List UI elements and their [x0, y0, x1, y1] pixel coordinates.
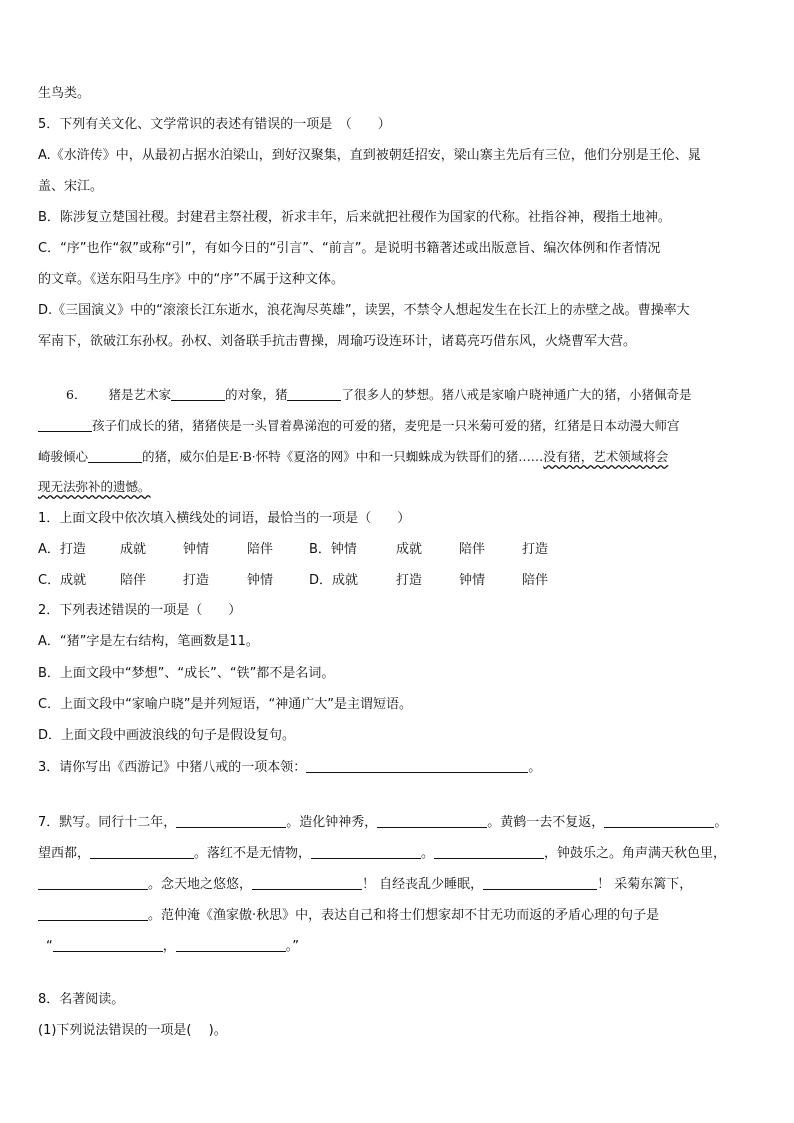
option-word: 陪伴 [120, 573, 147, 588]
q6-passage-line-1: 6． 猪是艺术家 的对象，猪 了很多人的梦想。猪八戒是家喻户晓神通广大的猪，小猪佩奇是 [66, 387, 692, 402]
option-word: 钟情 [247, 573, 274, 588]
q6-sub3: 3．请你写出《西游记》中猪八戒的一项本领： 。 [38, 760, 542, 775]
option-word: C．成就 [38, 573, 87, 588]
q6-sub2-stem: 2．下列表述错误的一项是（ ） [38, 603, 242, 618]
q5-option-c: C．“序”也作“叙”或称“引”，有如今日的“引言”、“前言”。是说明书籍著述或出版意旨、编次体例和作者情况 [38, 241, 661, 256]
wavy-underlined-sentence: 没有猪，艺术领域将会 [543, 449, 669, 464]
q5-option-a-cont: 盖、宋江。 [38, 179, 104, 194]
question-8-title: 8．名著阅读。 [38, 992, 125, 1007]
question-6-number: 6． [66, 387, 87, 402]
q7-line-5: “ ， 。” [46, 939, 300, 954]
fill-blank[interactable] [38, 907, 148, 921]
option-word: D．成就 [309, 573, 359, 588]
q6-sub2-option-a: A．“猪”字是左右结构，笔画数是11。 [38, 634, 259, 649]
q7-line-3: 。念天地之悠悠， ！ 自经丧乱少睡眠， ！ 采菊东篱下， [38, 876, 692, 893]
q6-sub1-options-ab [38, 542, 548, 558]
q6-passage-line-4 [38, 479, 151, 495]
answer-blank[interactable] [306, 759, 528, 773]
q7-line-1: 7．默写。同行十二年， 。造化钟神秀， 。黄鹤一去不复返， 。 [38, 815, 728, 830]
fill-blank[interactable] [38, 418, 92, 432]
fill-blank[interactable] [252, 876, 362, 890]
wavy-underlined-sentence-end: 现无法弥补的遗憾。 [38, 479, 151, 494]
q7-line-4: 。范仲淹《渔家傲·秋思》中，表达自己和将士们想家却不甘无功而返的矛盾心理的句子是 [38, 907, 659, 924]
q5-option-a: A.《水浒传》中，从最初占据水泊梁山，到好汉聚集，直到被朝廷招安，梁山寨主先后有三位，他们分别是王伦、晁 [38, 148, 701, 163]
fill-blank[interactable] [171, 387, 225, 401]
q6-passage-line-3: 崎骏倾心 的猪，威尔伯是E·B·怀特《夏洛的网》中和一只蜘蛛成为铁哥们的猪……没有猪，艺术领域将会 [38, 449, 669, 464]
fill-blank[interactable] [287, 387, 341, 401]
text-line: 生鸟类。 [38, 86, 91, 101]
fill-blank[interactable] [38, 876, 148, 890]
option-word: 打造 [396, 573, 423, 588]
q5-option-d: D.《三国演义》中的“滚滚长江东逝水，浪花淘尽英雄”，读罢，不禁令人想起发生在长江上的赤壁之战。曹操率大 [38, 303, 690, 318]
option-word: 钟情 [183, 542, 210, 557]
q6-sub1-options-cd [38, 573, 548, 589]
q6-sub1-stem: 1．上面文段中依次填入横线处的词语，最恰当的一项是（ ） [38, 511, 411, 526]
q7-line-2: 望西都， 。落红不是无情物， 。 ，钟鼓乐之。角声满天秋色里， [38, 846, 727, 861]
option-word: B．钟情 [309, 542, 357, 557]
question-5-stem: 5．下列有关文化、文学常识的表述有错误的一项是 （ ） [38, 117, 391, 132]
option-word: 成就 [120, 542, 147, 557]
q6-sub2-option-d: D．上面文段中画波浪线的句子是假设复句。 [38, 728, 296, 743]
q5-option-b: B．陈涉复立楚国社稷。封建君主祭社稷，祈求丰年，后来就把社稷作为国家的代称。社指谷神，稷指土地神。 [38, 210, 671, 225]
fill-blank[interactable] [176, 814, 286, 828]
q5-option-d-cont: 军南下，欲破江东孙权。孙权、刘备联手抗击曹操，周瑜巧设连环计，诸葛亮巧借东风，火烧曹军大营。 [38, 334, 637, 349]
q6-passage-line-2: 孩子们成长的猪，猪猪侠是一头冒着鼻涕泡的可爱的猪，麦兜是一只米菊可爱的猪，红猪是日本动漫大师宫 [38, 418, 680, 434]
fill-blank[interactable] [434, 845, 544, 859]
fill-blank[interactable] [483, 876, 597, 890]
option-word: 陪伴 [459, 542, 486, 557]
q6-sub2-option-b: B．上面文段中“梦想”、“成长”、“铁”都不是名词。 [38, 666, 335, 681]
option-word: A．打造 [38, 542, 86, 557]
fill-blank[interactable] [604, 814, 714, 828]
option-word: 打造 [183, 573, 210, 588]
fill-blank[interactable] [176, 938, 286, 952]
fill-blank[interactable] [311, 845, 421, 859]
fill-blank[interactable] [53, 938, 163, 952]
option-word: 成就 [396, 542, 423, 557]
fill-blank[interactable] [377, 814, 487, 828]
option-word: 打造 [522, 542, 549, 557]
option-word: 陪伴 [247, 542, 274, 557]
q5-option-c-cont: 的文章。《送东阳马生序》中的“序”不属于这种文体。 [38, 272, 344, 287]
q8-sub1-stem: (1)下列说法错误的一项是( )。 [38, 1023, 227, 1038]
fill-blank[interactable] [88, 449, 142, 463]
option-word: 陪伴 [522, 573, 549, 588]
fill-blank[interactable] [90, 845, 194, 859]
q6-sub2-option-c: C．上面文段中“家喻户晓”是并列短语，“神通广大”是主谓短语。 [38, 697, 413, 712]
option-word: 钟情 [459, 573, 486, 588]
